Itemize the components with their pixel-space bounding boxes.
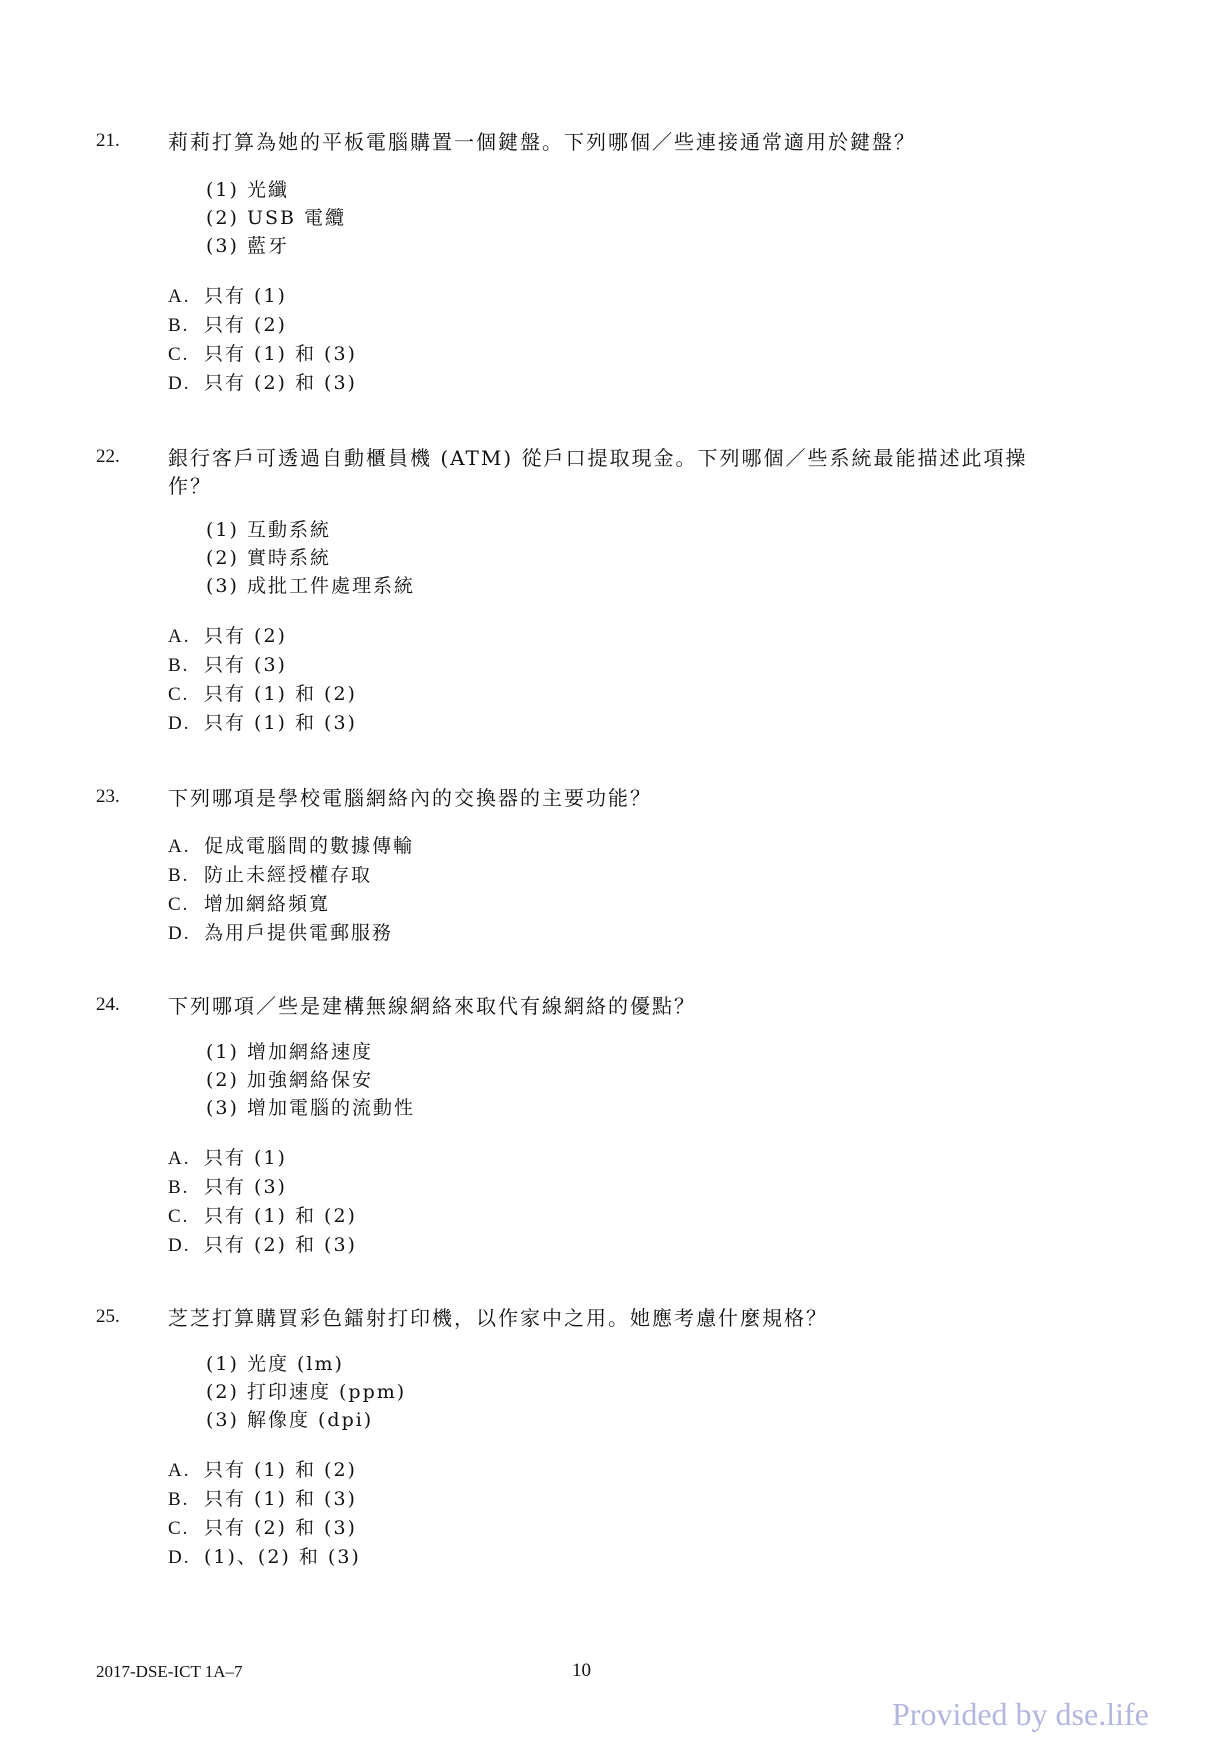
option-b [168, 1485, 361, 1514]
question-number: 22. [96, 446, 120, 467]
option-letter: B. [168, 1177, 190, 1198]
option-letter: B. [168, 1489, 190, 1510]
question-text: 芝芝打算購買彩色鐳射打印機，以作家中之用。她應考慮什麼規格？ [168, 1306, 828, 1330]
paper-code: 2017-DSE-ICT 1A–7 [96, 1662, 243, 1681]
statement-item: (1) 光纖 [206, 179, 289, 201]
option-letter: A. [168, 1148, 191, 1169]
option-text: 只有 (2) [204, 625, 287, 647]
option-c [168, 680, 357, 709]
option-list [168, 832, 414, 948]
option-letter: C. [168, 344, 190, 365]
option-letter: A. [168, 286, 191, 307]
option-letter: D. [168, 1235, 191, 1256]
option-a [168, 622, 357, 651]
option-a [168, 1144, 357, 1173]
option-text: 只有 (1) 和 (3) [204, 343, 357, 365]
statement-item: (3) 增加電腦的流動性 [206, 1097, 415, 1119]
statement-item: (3) 藍牙 [206, 235, 289, 257]
option-d [168, 709, 357, 738]
statement-list [206, 516, 415, 600]
statement-item: (1) 增加網絡速度 [206, 1041, 373, 1063]
option-letter: A. [168, 626, 191, 647]
option-text: 只有 (3) [204, 1176, 287, 1198]
option-a [168, 832, 414, 861]
option-letter: D. [168, 1547, 191, 1568]
question-number: 21. [96, 130, 120, 151]
option-letter: B. [168, 655, 190, 676]
option-letter: D. [168, 923, 191, 944]
option-d [168, 1543, 361, 1572]
option-text: (1)、(2) 和 (3) [204, 1546, 361, 1568]
statement-list [206, 1038, 415, 1122]
statement-item: (1) 互動系統 [206, 519, 331, 541]
option-b [168, 861, 414, 890]
option-list [168, 1456, 361, 1572]
option-letter: C. [168, 1518, 190, 1539]
option-c [168, 1202, 357, 1231]
statement-list [206, 1350, 406, 1434]
option-list [168, 1144, 357, 1260]
option-text: 促成電腦間的數據傳輸 [204, 835, 415, 857]
statement-item: (2) 加強網絡保安 [206, 1069, 373, 1091]
option-text: 只有 (1) 和 (2) [204, 683, 357, 705]
option-d [168, 369, 357, 398]
option-a [168, 1456, 361, 1485]
watermark: Provided by dse.life [892, 1696, 1149, 1732]
statement-item: (2) USB 電纜 [206, 207, 346, 229]
option-letter: A. [168, 1460, 191, 1481]
option-text: 只有 (1) [204, 285, 287, 307]
option-text: 只有 (1) [204, 1147, 287, 1169]
option-text: 為用戶提供電郵服務 [204, 922, 394, 944]
option-letter: D. [168, 713, 191, 734]
option-text: 只有 (1) 和 (3) [204, 712, 357, 734]
option-text: 增加網絡頻寬 [204, 893, 331, 915]
option-text: 只有 (1) 和 (2) [204, 1459, 357, 1481]
question-text: 銀行客戶可透過自動櫃員機 (ATM) 從戶口提取現金。下列哪個／些系統最能描述此項操作？ [168, 446, 1028, 498]
option-b [168, 1173, 357, 1202]
option-c [168, 1514, 361, 1543]
question-text: 下列哪項是學校電腦網絡內的交換器的主要功能？ [168, 786, 652, 810]
option-c [168, 890, 414, 919]
question-number: 24. [96, 994, 120, 1015]
option-b [168, 651, 357, 680]
option-text: 只有 (1) 和 (3) [204, 1488, 357, 1510]
option-letter: C. [168, 684, 190, 705]
statement-item: (2) 實時系統 [206, 547, 331, 569]
statement-list [206, 176, 346, 260]
question-number: 25. [96, 1306, 120, 1327]
option-list [168, 282, 357, 398]
question-text: 下列哪項／些是建構無線網絡來取代有線網絡的優點？ [168, 994, 696, 1018]
option-letter: C. [168, 1206, 190, 1227]
option-letter: B. [168, 865, 190, 886]
option-text: 只有 (2) [204, 314, 287, 336]
option-b [168, 311, 357, 340]
option-d [168, 919, 414, 948]
option-text: 防止未經授權存取 [204, 864, 373, 886]
option-c [168, 340, 357, 369]
option-d [168, 1231, 357, 1260]
option-text: 只有 (2) 和 (3) [204, 372, 357, 394]
page-number: 10 [572, 1660, 591, 1681]
option-a [168, 282, 357, 311]
statement-item: (3) 成批工件處理系統 [206, 575, 415, 597]
option-text: 只有 (3) [204, 654, 287, 676]
option-text: 只有 (1) 和 (2) [204, 1205, 357, 1227]
option-letter: D. [168, 373, 191, 394]
statement-item: (1) 光度 (lm) [206, 1353, 344, 1375]
question-text: 莉莉打算為她的平板電腦購置一個鍵盤。下列哪個／些連接通常適用於鍵盤？ [168, 130, 916, 154]
option-list [168, 622, 357, 738]
option-text: 只有 (2) 和 (3) [204, 1517, 357, 1539]
option-letter: B. [168, 315, 190, 336]
statement-item: (3) 解像度 (dpi) [206, 1409, 374, 1431]
option-letter: A. [168, 836, 191, 857]
option-letter: C. [168, 894, 190, 915]
question-number: 23. [96, 786, 120, 807]
option-text: 只有 (2) 和 (3) [204, 1234, 357, 1256]
statement-item: (2) 打印速度 (ppm) [206, 1381, 407, 1403]
